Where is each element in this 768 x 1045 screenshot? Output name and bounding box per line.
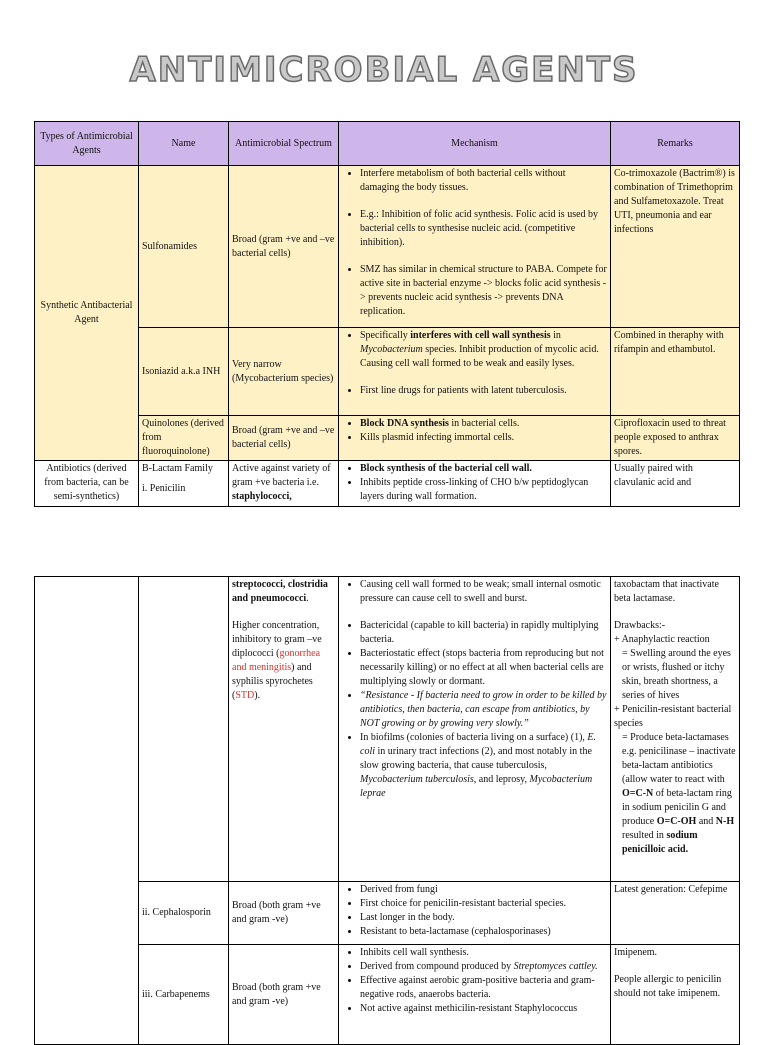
list-item: • “Resistance - If bacteria need to grow in order to be killed by antibiotics, then bacteria, can escape from antibiotics, by NOT growing or by growing very slowly.” [360, 689, 607, 731]
header-name: Name [139, 122, 229, 166]
drug-mechanism [339, 882, 611, 945]
list-item: • Derived from fungi [360, 883, 607, 897]
drug-name: ii. Cephalosporin [139, 882, 229, 945]
list-item: • First line drugs for patients with latent tuberculosis. [360, 384, 607, 398]
list-item: • Bacteriostatic effect (stops bacteria from reproducing but not necessarily killing) or no effect at all when bacterial cells are multiplying slowly or dormant. [360, 647, 607, 689]
drug-name: B-Lactam Family i. Penicilin [139, 461, 229, 507]
type-synthetic: Synthetic Antibacterial Agent [35, 166, 139, 461]
list-item: • Last longer in the body. [360, 911, 607, 925]
drug-spectrum: Broad (both gram +ve and gram -ve) [229, 882, 339, 945]
table-row [35, 945, 740, 1045]
drug-remarks: Usually paired with clavulanic acid and [611, 461, 740, 507]
drug-remarks: Co-trimoxazole (Bactrim®) is combination of Trimethoprim and Sulfametoxazole. Treat UTI, pneumonia and ear infections [611, 166, 740, 328]
drug-name: iii. Carbapenems [139, 945, 229, 1045]
list-item: • Resistant to beta-lactamase (cephalosporinases) [360, 925, 607, 939]
list-item: • Not active against methicilin-resistant Staphylococcus [360, 1002, 607, 1016]
list-item: • Effective against aerobic gram-positive bacteria and gram-negative rods, anaerobs bacteria. [360, 974, 607, 1002]
list-item: • Specifically interferes with cell wall synthesis in Mycobacterium species. Inhibit production of mycolic acid. Causing cell wall formed to be weak and easily lyses. [360, 329, 607, 371]
list-item: • Interfere metabolism of both bacterial cells without damaging the body tissues. [360, 167, 607, 195]
drug-name [139, 577, 229, 882]
table-row [35, 328, 740, 416]
list-item: • Causing cell wall formed to be weak; small internal osmotic pressure can cause cell to swell and burst. [360, 578, 607, 606]
list-item: • Inhibits peptide cross-linking of CHO b/w peptidoglycan layers during wall formation. [360, 476, 607, 504]
list-item: • SMZ has similar in chemical structure to PABA. Compete for active site in bacterial enzyme -> blocks folic acid synthesis -> prevents nucleic acid synthesis -> prevents DNA replication. [360, 263, 607, 319]
table-row [35, 577, 740, 882]
table-row [35, 882, 740, 945]
list-item: • Block synthesis of the bacterial cell wall. [360, 462, 607, 476]
drug-mechanism [339, 945, 611, 1045]
antimicrobial-table-page1 [34, 121, 740, 507]
drug-name: Isoniazid a.k.a INH [139, 328, 229, 416]
list-item: • In biofilms (colonies of bacteria living on a surface) (1), E. coli in urinary tract infections (2), and most notably in the slow growing bacteria, that cause tuberculosis, Mycobacterium tuberculosis, and leprosy, Mycobacterium leprae [360, 731, 607, 801]
header-types: Types of Antimicrobial Agents [35, 122, 139, 166]
page-title: ANTIMICROBIAL AGENTS [129, 50, 639, 90]
list-item: • Inhibits cell wall synthesis. [360, 946, 607, 960]
antimicrobial-table-page2 [34, 576, 740, 1045]
header-mechanism: Mechanism [339, 122, 611, 166]
list-item: • E.g.: Inhibition of folic acid synthesis. Folic acid is used by bacterial cells to synthesise nucleic acid. (competitive inhibition). [360, 208, 607, 250]
header-remarks: Remarks [611, 122, 740, 166]
list-item: • Block DNA synthesis in bacterial cells. [360, 417, 607, 431]
type-antibiotics: Antibiotics (derived from bacteria, can be semi-synthetics) [35, 461, 139, 507]
list-item: • Kills plasmid infecting immortal cells. [360, 431, 607, 445]
type-antibiotics-cont [35, 577, 139, 1045]
drug-name: Quinolones (derived from fluoroquinolone) [139, 416, 229, 461]
drug-name: Sulfonamides [139, 166, 229, 328]
drug-remarks: Imipenem. People allergic to penicilin should not take imipenem. [611, 945, 740, 1045]
drug-spectrum: Broad (gram +ve and –ve bacterial cells) [229, 416, 339, 461]
drug-remarks: taxobactam that inactivate beta lactamase. Drawbacks:- + Anaphylactic reaction = Swelling around the eyes or wrists, flushed or itchy skin, breath shortness, a series of hives + Penicilin-resistant bacterial species = Produce beta-lactamases e.g. penicilinase – inactivate beta-lactam antibiotics (allow water to react with O=C-N of beta-lactam ring in sodium penicilin G and produce O=C-OH and N-H resulted in sodium penicilloic acid. [611, 577, 740, 882]
list-item: • Bactericidal (capable to kill bacteria) in rapidly multiplying bacteria. [360, 619, 607, 647]
drug-mechanism [339, 461, 611, 507]
drug-mechanism [339, 166, 611, 328]
list-item: • Derived from compound produced by Streptomyces cattley. [360, 960, 607, 974]
drug-remarks: Latest generation: Cefepime [611, 882, 740, 945]
table-row [35, 166, 740, 328]
drug-spectrum: Broad (gram +ve and –ve bacterial cells) [229, 166, 339, 328]
table-row [35, 416, 740, 461]
drug-spectrum: Very narrow (Mycobacterium species) [229, 328, 339, 416]
drug-spectrum: Broad (both gram +ve and gram -ve) [229, 945, 339, 1045]
drug-remarks: Ciprofloxacin used to threat people exposed to anthrax spores. [611, 416, 740, 461]
drug-mechanism [339, 328, 611, 416]
header-spectrum: Antimicrobial Spectrum [229, 122, 339, 166]
drug-mechanism [339, 416, 611, 461]
drug-spectrum: Active against variety of gram +ve bacteria i.e. staphylococci, [229, 461, 339, 507]
table-row [35, 461, 740, 507]
drug-remarks: Combined in theraphy with rifampin and ethambutol. [611, 328, 740, 416]
list-item: • First choice for penicilin-resistant bacterial species. [360, 897, 607, 911]
drug-mechanism [339, 577, 611, 882]
drug-spectrum: streptococci, clostridia and pneumococci. Higher concentration, inhibitory to gram –ve diplococci (gonorrhea and meningitis) and syphilis spyrochetes (STD). [229, 577, 339, 882]
